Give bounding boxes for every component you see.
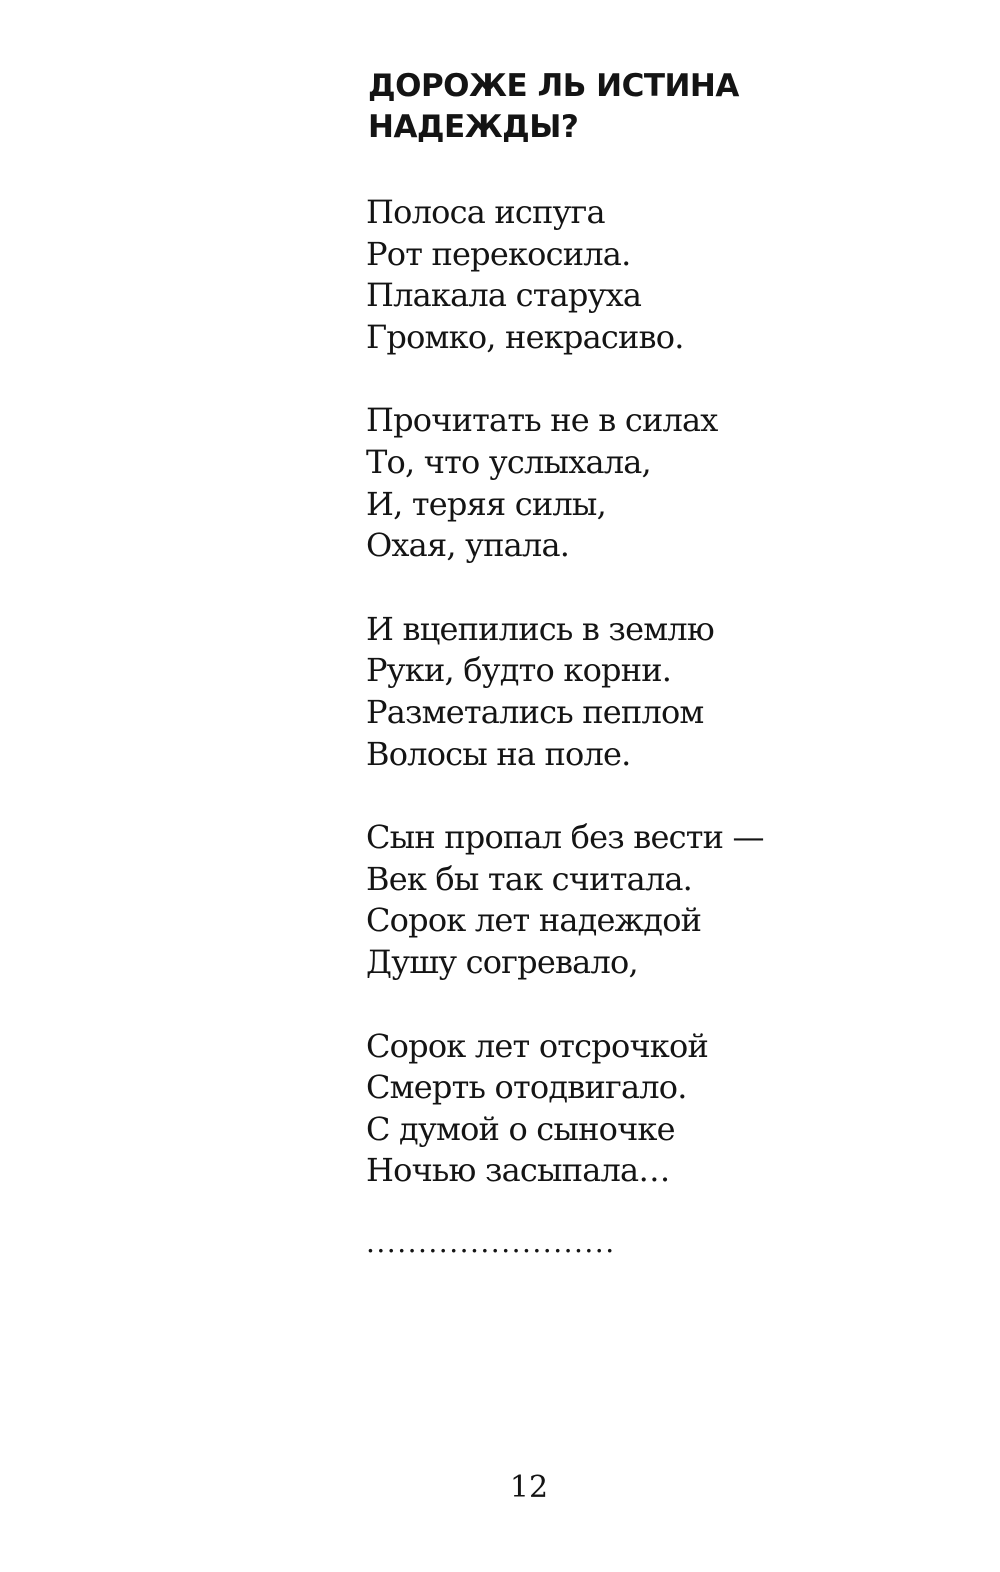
poem-line: Смерть отодвигало.	[366, 1068, 687, 1107]
poem-line: Сорок лет надеждой	[366, 901, 702, 940]
poem-line: С думой о сыночке	[366, 1109, 675, 1148]
poem-title	[368, 66, 739, 148]
poem-line: И вцепились в землю	[366, 609, 714, 648]
poem-line: Полоса испуга	[366, 193, 605, 231]
poem-line: Век бы так считала.	[366, 859, 693, 898]
stanza	[366, 400, 926, 566]
poem-line: Душу согревало,	[366, 942, 638, 981]
poem-line: Рот перекосила.	[366, 234, 631, 273]
poem-line: Волосы на поле.	[366, 734, 631, 773]
stanza	[366, 1026, 926, 1192]
poem-line: Громко, некрасиво.	[366, 317, 684, 356]
page-number: 12	[509, 1470, 549, 1505]
poem-line: И, теряя силы,	[366, 484, 606, 523]
stanza	[366, 192, 926, 358]
poem-title-line-1: ДОРОЖЕ ЛЬ ИСТИНА	[368, 68, 739, 104]
poem-body	[366, 192, 926, 1234]
ellipsis-divider: ........................	[366, 1226, 616, 1259]
poem-line: Ночью засыпала…	[366, 1151, 670, 1190]
poem-line: Сын пропал без вести —	[366, 818, 764, 857]
stanza	[366, 609, 926, 775]
poem-line: Руки, будто корни.	[366, 651, 672, 690]
poem-line: Сорок лет отсрочкой	[366, 1026, 709, 1065]
poem-line: То, что услыхала,	[366, 442, 651, 481]
poem-line: Разметались пеплом	[366, 692, 704, 731]
poem-line: Прочитать не в силах	[366, 401, 718, 440]
stanza	[366, 817, 926, 983]
poem-title-line-2: НАДЕЖДЫ?	[368, 109, 579, 145]
poem-line: Охая, упала.	[366, 526, 570, 565]
poem-line: Плакала старуха	[366, 276, 642, 315]
